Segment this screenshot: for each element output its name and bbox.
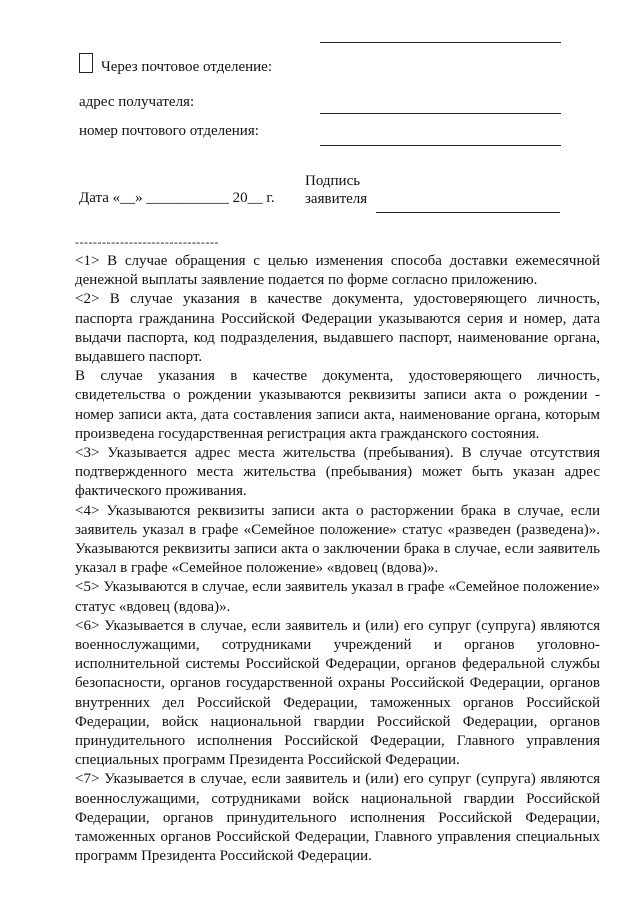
signature-label-line2: заявителя <box>305 191 368 207</box>
footnote-3: <3> Указывается адрес места жительства (пребывания). В случае отсутствия подтвержденного места жительства (пребывания) может быть указан адрес фактического проживания. <box>75 445 600 500</box>
recipient-address-label: адрес получателя: <box>79 94 195 110</box>
date-field: Дата «__» ___________ 20__ г. <box>79 190 275 206</box>
footnote-separator: -------------------------------- <box>75 235 219 249</box>
footnote-7: <7> Указывается в случае, если заявитель и (или) его супруг (супруга) являются военнослужащими, сотрудниками войск национальной гвардии Российской Федерации, органов принудительного исполнения Российской Федерации, таможенных органов Российской Федерации, Главного управления специальных программ Президента Российской Федерации. <box>75 771 600 865</box>
postal-office-number-label: номер почтового отделения: <box>79 123 259 139</box>
field-line-top[interactable] <box>320 42 561 43</box>
footnote-2: <2> В случае указания в качестве документа, удостоверяющего личность, паспорта гражданина Российской Федерации указываются серия и номер, дата выдачи паспорта, код подразделения, выдавшего паспорт, наименование органа, выдавшего паспорт. <box>75 291 600 366</box>
footnote-5: <5> Указываются в случае, если заявитель указал в графе «Семейное положение» статус «вдовец (вдова)». <box>75 579 600 615</box>
signature-label-line1: Подпись <box>305 173 361 189</box>
postal-office-checkbox[interactable] <box>79 53 93 73</box>
footnotes-block <box>75 252 600 867</box>
postal-checkbox-label: Через почтовое отделение: <box>101 59 273 75</box>
footnote-6: <6> Указывается в случае, если заявитель и (или) его супруг (супруга) являются военнослужащими, сотрудниками учреждений и органов уголовно-исполнительной системы Российской Федерации, органов федеральной службы безопасности, органов государственной охраны Российской Федерации, органов внутренних дел Российской Федерации, таможенных органов Российской Федерации, войск национальной гвардии Российской Федерации, органов принудительного исполнения Российской Федерации, Главного управления специальных программ Президента Российской Федерации. <box>75 617 600 769</box>
postal-office-number-line[interactable] <box>320 145 561 146</box>
footnote-4: <4> Указываются реквизиты записи акта о расторжении брака в случае, если заявитель указал в графе «Семейное положение» статус «разведен (разведена)». Указываются реквизиты записи акта о заключении брака в случае, если заявитель указал в графе «Семейное положение» «вдовец (вдова)». <box>75 502 600 577</box>
recipient-address-line[interactable] <box>320 113 561 114</box>
footnote-1: <1> В случае обращения с целью изменения способа доставки ежемесячной денежной выплаты заявление подается по форме согласно приложению. <box>75 253 600 289</box>
footnote-2-continued: В случае указания в качестве документа, удостоверяющего личность, свидетельства о рождении указываются реквизиты записи акта о рождении - номер записи акта, дата составления записи акта, наименование органа, которым произведена государственная регистрация акта гражданского состояния. <box>75 368 600 442</box>
signature-line[interactable] <box>376 212 560 213</box>
